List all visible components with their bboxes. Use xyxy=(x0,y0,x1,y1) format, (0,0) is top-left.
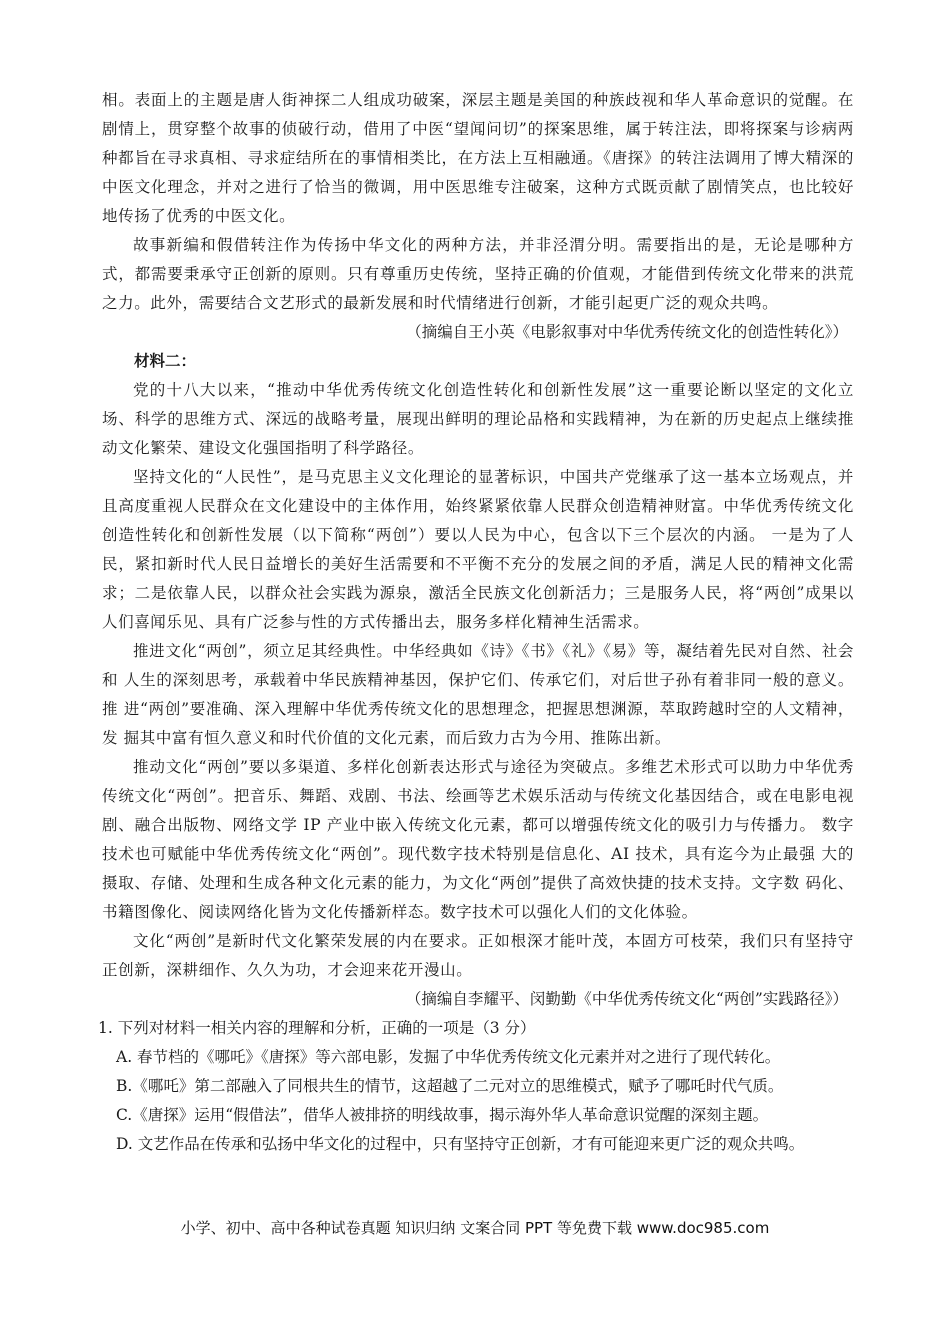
material1-paragraph-2: 故事新编和假借转注作为传扬中华文化的两种方法，并非泾渭分明。需要指出的是，无论是哪种方式，都需要秉承守正创新的原则。只有尊重历史传统，坚持正确的价值观，才能借到传统文化带来的洪荒之力。此外，需要结合文艺形式的最新发展和时代情绪进行创新，才能引起更广泛的观众共鸣。 xyxy=(102,236,854,312)
material2-paragraph-1: 党的十八大以来，“推动中华优秀传统文化创造性转化和创新性发展”这一重要论断以坚定的文化立场、科学的思维方式、深远的战略考量，展现出鲜明的理论品格和实践精神，为在新的历史起点上继续推动文化繁荣、建设文化强国指明了科学路径。 xyxy=(102,381,854,457)
question-1-stem: 1. 下列对材料一相关内容的理解和分析，正确的一项是（3 分） xyxy=(98,1019,536,1037)
material2-paragraph-2: 坚持文化的“人民性”，是马克思主义文化理论的显著标识，中国共产党继承了这一基本立场观点，并且高度重视人民群众在文化建设中的主体作用，始终紧紧依靠人民群众创造精神财富。中华优秀传统文化创造性转化和创新性发展（以下简称“两创”）要以人民为中心，包含以下三个层次的内涵。 一是为了人民，紧扣新时代人民日益增长的美好生活需要和不平衡不充分的发展之间的矛盾，满足人民的精神文化需求；二是依靠人民，以群众社会实践为源泉，激活全民族文化创新活力；三是服务人民，将“两创”成果以人们喜闻乐见、具有广泛参与性的方式传播出去，服务多样化精神生活需求。 xyxy=(102,468,854,631)
question-1-option-a: A. 春节档的《哪吒》《唐探》等六部电影，发掘了中华优秀传统文化元素并对之进行了现代转化。 xyxy=(116,1048,781,1066)
material2-source: （摘编自李耀平、闵勤勤《中华优秀传统文化“两创”实践路径》） xyxy=(405,990,848,1008)
material2-paragraph-3: 推进文化“两创”，须立足其经典性。中华经典如《诗》《书》《礼》《易》等，凝结着先民对自然、社会和 人生的深刻思考，承载着中华民族精神基因，保护它们、传承它们，对后世子孙有着非同一般的意义。推 进“两创”要准确、深入理解中华优秀传统文化的思想理念，把握思想渊源，萃取跨越时空的人文精神，发 掘其中富有恒久意义和时代价值的文化元素，而后致力古为今用、推陈出新。 xyxy=(102,642,854,747)
material1-paragraph-1: 相。表面上的主题是唐人街神探二人组成功破案，深层主题是美国的种族歧视和华人革命意识的觉醒。在剧情上，贯穿整个故事的侦破行动，借用了中医“望闻问切”的探案思维，属于转注法，即将探案与诊病两种都旨在寻求真相、寻求症结所在的事情相类比，在方法上互相融通。《唐探》的转注法调用了博大精深的中医文化理念，并对之进行了恰当的微调，用中医思维专注破案，这种方式既贡献了剧情笑点，也比较好地传扬了优秀的中医文化。 xyxy=(102,91,854,225)
material2-heading: 材料二： xyxy=(134,352,197,370)
footer-download-link[interactable]: 小学、初中、高中各种试卷真题 知识归纳 文案合同 PPT 等免费下载 www.doc985.com xyxy=(180,1219,770,1237)
material2-paragraph-4: 推动文化“两创”要以多渠道、多样化创新表达形式与途径为突破点。多维艺术形式可以助力中华优秀传统文化“两创”。把音乐、舞蹈、戏剧、书法、绘画等艺术娱乐活动与传统文化基因结合，或在电影电视剧、融合出版物、网络文学 IP 产业中嵌入传统文化元素，都可以增强传统文化的吸引力与传播力。 数字技术也可赋能中华优秀传统文化“两创”。现代数字技术特别是信息化、AI 技术，具有迄今为止最强 大的摄取、存储、处理和生成各种文化元素的能力，为文化“两创”提供了高效快捷的技术支持。文字数 码化、书籍图像化、阅读网络化皆为文化传播新样态。数字技术可以强化人们的文化体验。 xyxy=(102,758,855,921)
question-1-option-d: D. 文艺作品在传承和弘扬中华文化的过程中，只有坚持守正创新，才有可能迎来更广泛的观众共鸣。 xyxy=(116,1135,805,1153)
material2-paragraph-5: 文化“两创”是新时代文化繁荣发展的内在要求。正如根深才能叶茂，本固方可枝荣，我们只有坚持守正创新，深耕细作、久久为功，才会迎来花开漫山。 xyxy=(102,932,854,979)
material1-source: （摘编自王小英《电影叙事对中华优秀传统文化的创造性转化》） xyxy=(406,323,848,341)
document-body xyxy=(98,86,855,1159)
question-1-option-b: B.《哪吒》第二部融入了同根共生的情节，这超越了二元对立的思维模式，赋予了哪吒时代气质。 xyxy=(116,1077,784,1095)
question-1-option-c: C.《唐探》运用“假借法”，借华人被排挤的明线故事，揭示海外华人革命意识觉醒的深刻主题。 xyxy=(116,1106,769,1124)
